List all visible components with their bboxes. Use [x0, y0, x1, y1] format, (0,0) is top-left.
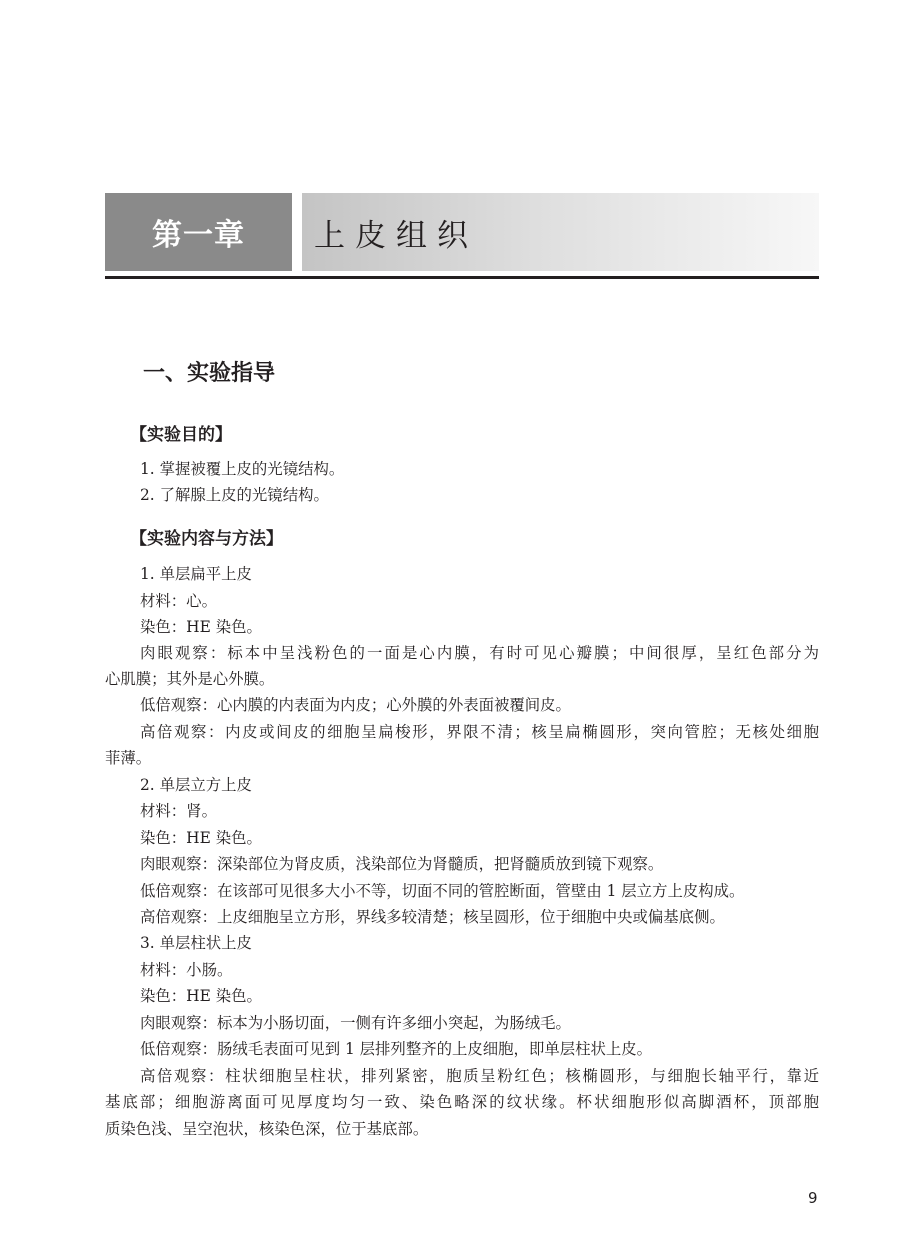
paragraph-line: 高倍观察：上皮细胞呈立方形，界线多较清楚；核呈圆形，位于细胞中央或偏基底侧。 — [140, 908, 725, 926]
paragraph-line: 材料：肾。 — [140, 802, 217, 820]
purpose-item: 1. 掌握被覆上皮的光镜结构。 — [140, 460, 345, 478]
paragraph-line: 肉眼观察：标本为小肠切面，一侧有许多细小突起，为肠绒毛。 — [140, 1014, 571, 1032]
purpose-heading-text: 实验目的 — [147, 425, 215, 445]
subsection-title: 1. 单层扁平上皮 — [140, 565, 252, 583]
page-number: 9 — [808, 1189, 818, 1207]
paragraph-line: 高倍观察：柱状细胞呈柱状，排列紧密，胞质呈粉红色；核椭圆形，与细胞长轴平行，靠近 — [140, 1067, 819, 1085]
paragraph-line: 材料：小肠。 — [140, 961, 233, 979]
paragraph-line: 菲薄。 — [105, 749, 152, 767]
content-heading-text: 实验内容与方法 — [147, 529, 266, 549]
paragraph-line: 低倍观察：在该部可见很多大小不等，切面不同的管腔断面，管壁由 1 层立方上皮构成。 — [140, 882, 745, 900]
purpose-item: 2. 了解腺上皮的光镜结构。 — [140, 486, 329, 504]
paragraph-line: 肉眼观察：深染部位为肾皮质，浅染部位为肾髓质，把肾髓质放到镜下观察。 — [140, 855, 664, 873]
paragraph-line: 质染色浅、呈空泡状，核染色深，位于基底部。 — [105, 1120, 429, 1138]
subsection-title: 2. 单层立方上皮 — [140, 776, 252, 794]
paragraph-line: 染色：HE 染色。 — [140, 987, 262, 1005]
paragraph-line: 染色：HE 染色。 — [140, 829, 262, 847]
content-heading: 【实验内容与方法】 — [130, 529, 283, 549]
chapter-title-box — [302, 193, 819, 271]
chapter-divider — [105, 276, 819, 279]
paragraph-line: 材料：心。 — [140, 592, 217, 610]
paragraph-line: 低倍观察：心内膜的内表面为内皮；心外膜的外表面被覆间皮。 — [140, 696, 571, 714]
purpose-heading: 【实验目的】 — [130, 425, 232, 445]
paragraph-line: 染色：HE 染色。 — [140, 618, 262, 636]
subsection-title: 3. 单层柱状上皮 — [140, 934, 252, 952]
paragraph-line: 基底部；细胞游离面可见厚度均匀一致、染色略深的纹状缘。杯状细胞形似高脚酒杯，顶部胞 — [105, 1093, 819, 1111]
chapter-title: 上皮组织 — [314, 217, 478, 254]
chapter-label-box — [105, 193, 292, 271]
paragraph-line: 心肌膜；其外是心外膜。 — [105, 670, 275, 688]
paragraph-line: 肉眼观察：标本中呈浅粉色的一面是心内膜，有时可见心瓣膜；中间很厚，呈红色部分为 — [140, 644, 819, 662]
chapter-label: 第一章 — [152, 218, 245, 253]
section-heading: 一、实验指导 — [143, 361, 276, 386]
paragraph-line: 高倍观察：内皮或间皮的细胞呈扁梭形，界限不清；核呈扁椭圆形，突向管腔；无核处细胞 — [140, 723, 819, 741]
paragraph-line: 低倍观察：肠绒毛表面可见到 1 层排列整齐的上皮细胞，即单层柱状上皮。 — [140, 1040, 653, 1058]
chapter-banner — [105, 193, 819, 271]
